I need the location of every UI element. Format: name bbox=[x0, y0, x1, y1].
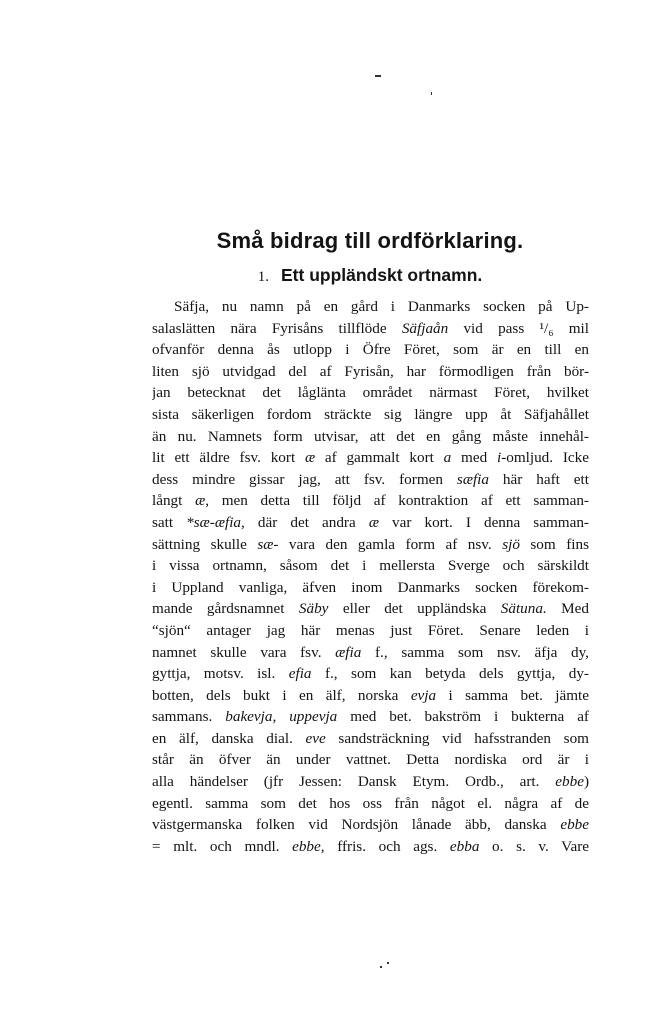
text-run: eller det uppländska bbox=[328, 600, 501, 618]
italic-term: bakevja, uppevja bbox=[225, 708, 338, 726]
text-run: långt bbox=[152, 492, 196, 510]
text-run: med bbox=[451, 449, 497, 467]
text-run: Med bbox=[546, 600, 589, 618]
italic-term: Säby bbox=[298, 600, 329, 618]
text-run: var kort. I denna samman- bbox=[378, 513, 589, 531]
italic-term: i bbox=[496, 449, 502, 467]
text-line bbox=[152, 598, 589, 620]
italic-term: sæfia bbox=[456, 470, 489, 488]
italic-term: ebbe, bbox=[292, 837, 325, 855]
text-run: men detta till följd af kontraktion af ett samman- bbox=[209, 492, 589, 510]
text-run: gyttja, motsv. isl. bbox=[152, 665, 289, 683]
text-line bbox=[152, 534, 589, 556]
page-title: Små bidrag till ordförklaring. bbox=[216, 228, 524, 253]
text-run: sammans. bbox=[152, 708, 226, 726]
italic-term: æ bbox=[368, 513, 379, 531]
text-run: ofvanför denna ås utlopp i Öfre Föret, som är en till en bbox=[152, 341, 589, 359]
text-run: = mlt. och mndl. bbox=[152, 837, 293, 855]
text-run: där det andra bbox=[244, 513, 369, 531]
italic-term: efia bbox=[288, 665, 312, 683]
text-run: alla händelser (jfr Jessen: Dansk Etym. Ordb., art. bbox=[152, 773, 556, 791]
section-heading bbox=[0, 265, 648, 286]
text-line bbox=[152, 749, 589, 771]
text-line bbox=[152, 490, 589, 512]
text-run: i vissa ortnamn, såsom det i mellersta Sverge och särskildt bbox=[152, 557, 589, 575]
text-run: som fins bbox=[519, 535, 589, 553]
text-line bbox=[152, 426, 589, 448]
text-run: dess mindre gissar jag, att fsv. formen bbox=[152, 470, 457, 488]
italic-term: *sæ-æfia, bbox=[186, 513, 245, 531]
text-run: vid pass ¹/₆ mil bbox=[448, 319, 589, 337]
text-line bbox=[152, 404, 589, 426]
text-run: egentl. samma som det hos oss från något el. några af de bbox=[152, 794, 589, 812]
text-run: en älf, danska dial. bbox=[152, 729, 306, 747]
italic-term: a bbox=[443, 449, 452, 467]
italic-term: æ, bbox=[195, 492, 210, 510]
italic-term: Säfjaån bbox=[401, 319, 449, 337]
text-line bbox=[152, 685, 589, 707]
text-line bbox=[152, 512, 589, 534]
text-run: här haft ett bbox=[489, 470, 589, 488]
text-line bbox=[152, 706, 589, 728]
text-run: än nu. Namnets form utvisar, att det en gång måste innehål- bbox=[152, 427, 589, 445]
text-line bbox=[152, 339, 589, 361]
text-line bbox=[152, 728, 589, 750]
scan-speck-top-2 bbox=[431, 92, 432, 95]
text-run: af gammalt kort bbox=[315, 449, 444, 467]
section-number: 1. bbox=[257, 269, 269, 285]
text-line bbox=[152, 814, 589, 836]
scan-speck-top bbox=[375, 75, 381, 77]
scan-speck-bottom bbox=[380, 966, 382, 968]
text-run: liten sjö utvidgad del af Fyrisån, har förmodligen från bör- bbox=[152, 362, 589, 380]
text-line bbox=[152, 836, 589, 858]
text-line bbox=[152, 620, 589, 642]
text-line bbox=[152, 447, 589, 469]
text-run: sandsträckning vid hafsstranden som bbox=[325, 729, 589, 747]
italic-term: ebbe bbox=[555, 773, 584, 791]
scan-speck-bottom-2 bbox=[387, 962, 389, 964]
italic-term: æfia bbox=[335, 643, 362, 661]
text-run: “sjön“ antager jag här menas just Föret. Senare leden i bbox=[152, 621, 589, 639]
text-line bbox=[152, 318, 589, 340]
text-run: i samma bet. jämte bbox=[436, 686, 589, 704]
text-run: med bet. bakström i bukterna af bbox=[337, 708, 589, 726]
text-run: -omljud. Icke bbox=[501, 449, 589, 467]
italic-term: ebba bbox=[449, 837, 480, 855]
text-line bbox=[152, 469, 589, 491]
text-line bbox=[152, 555, 589, 577]
text-run: västgermanska folken vid Nordsjön lånade äbb, danska bbox=[152, 816, 561, 834]
text-line bbox=[152, 663, 589, 685]
text-run: ffris. och ags. bbox=[324, 837, 450, 855]
text-run: namnet skulle vara fsv. bbox=[152, 643, 336, 661]
body-text bbox=[152, 296, 589, 857]
text-run: botten, dels bukt i en älf, norska bbox=[152, 686, 411, 704]
text-run: Säfja, nu namn på en gård i Danmarks socken på Up- bbox=[174, 298, 589, 315]
text-run: salaslätten nära Fyrisåns tillflöde bbox=[152, 319, 402, 337]
italic-term: Sätuna. bbox=[500, 600, 547, 618]
section-title: Ett uppländskt ortnamn. bbox=[281, 265, 483, 285]
text-run: f., som kan betyda dels gyttja, dy- bbox=[311, 665, 589, 683]
text-run: satt bbox=[152, 513, 187, 531]
text-run: står än öfver än under vattnet. Detta nordiska ord är i bbox=[152, 751, 589, 769]
text-run: jan betecknat det låglänta området närmast Föret, hvilket bbox=[152, 384, 589, 402]
text-run: sättning skulle bbox=[152, 535, 258, 553]
text-run: f., samma som nsv. äfja dy, bbox=[361, 643, 589, 661]
text-line bbox=[152, 771, 589, 793]
text-run: i Uppland vanliga, äfven inom Danmarks socken förekom- bbox=[152, 578, 589, 596]
text-line bbox=[152, 382, 589, 404]
text-run: lit ett äldre fsv. kort bbox=[152, 449, 305, 467]
italic-term: æ bbox=[304, 449, 316, 467]
text-run: mande gårdsnamnet bbox=[152, 600, 299, 618]
text-run: o. s. v. Vare bbox=[479, 837, 589, 855]
italic-term: sæ- bbox=[257, 535, 279, 553]
text-run: sista säkerligen fordom sträckte sig längre upp åt Säfjahållet bbox=[152, 405, 589, 423]
text-line bbox=[152, 577, 589, 599]
italic-term: evja bbox=[410, 686, 437, 704]
text-run: vara den gamla form af nsv. bbox=[278, 535, 503, 553]
text-line bbox=[152, 296, 589, 318]
italic-term: ebbe bbox=[560, 816, 589, 834]
text-line bbox=[152, 361, 589, 383]
italic-term: eve bbox=[305, 729, 326, 747]
text-run: ) bbox=[583, 773, 589, 791]
text-line bbox=[152, 642, 589, 664]
text-line bbox=[152, 793, 589, 815]
italic-term: sjö bbox=[502, 535, 520, 553]
